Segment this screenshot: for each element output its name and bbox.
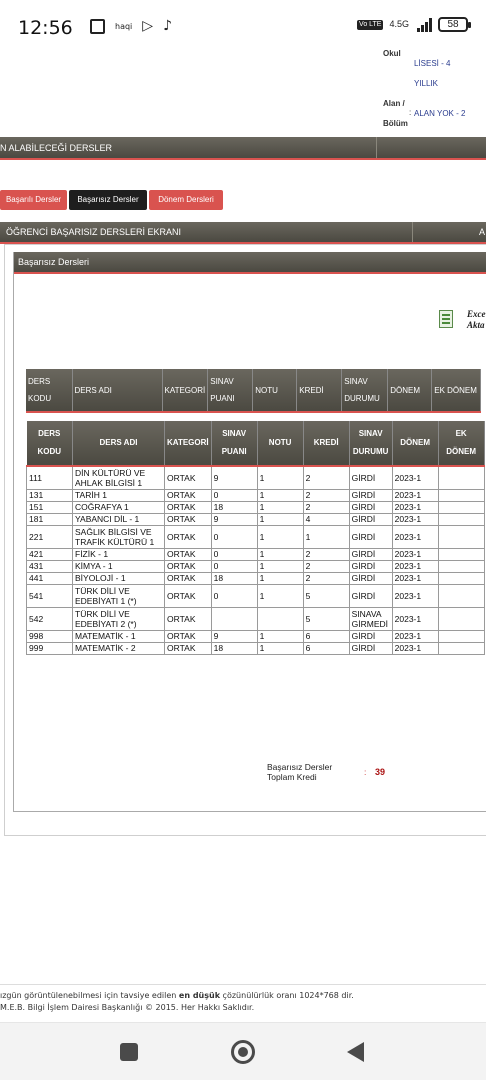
screen-title: ÖĞRENCİ BAŞARISIZ DERSLERİ EKRANI [6,227,182,237]
table-cell [438,548,484,560]
screen-title-right: A [479,227,486,237]
footer-copyright: M.E.B. Bilgi İşlem Dairesi Başkanlığı © 2015. Her Hakkı Saklıdır. [0,1003,255,1012]
table-cell: ORTAK [165,489,212,501]
table-cell: GİRDİ [349,525,392,548]
column-header-8[interactable]: EK DÖNEM [438,421,484,466]
okul-value-line1: LİSESİ - 4 [414,59,451,68]
table-row [27,501,485,513]
table-cell: GİRDİ [349,466,392,489]
table-cell [438,501,484,513]
tab-basarisiz-dersler[interactable]: Başarısız Dersler [69,190,147,210]
table-cell: ORTAK [165,630,212,642]
table-cell: GİRDİ [349,572,392,584]
table-cell: 1 [257,630,303,642]
header-col-0: DERS KODU [26,369,72,412]
total-colon: : [364,767,367,777]
failed-courses-table [26,421,485,655]
header-col-8: EK DÖNEM [432,369,481,412]
recents-icon[interactable] [120,1043,138,1061]
header-col-3: SINAV PUANI [208,369,253,412]
table-cell: GİRDİ [349,548,392,560]
table-cell: FİZİK - 1 [73,548,165,560]
status-notification-icons [90,18,172,34]
table-cell: 1 [257,466,303,489]
table-row [27,642,485,654]
okul-value-line2: YILLIK [414,79,439,88]
table-cell: SINAVA GİRMEDİ [349,607,392,630]
alan-value: ALAN YOK - 2 [414,109,466,118]
status-bar [0,0,486,46]
table-cell: 2023-1 [392,607,438,630]
table-cell: 2 [303,501,349,513]
table-cell: 4 [303,513,349,525]
table-cell: TÜRK DİLİ VE EDEBİYATI 1 (*) [73,584,165,607]
footer-resolution-note: ızgün görüntülenebilmesi için tavsiye edilen en düşük çözünülürlük oranı 1024*768 dir. [0,991,354,1000]
table-cell: GİRDİ [349,513,392,525]
header-col-4: NOTU [253,369,297,412]
table-cell: 221 [27,525,73,548]
screen-title-bar [0,222,486,244]
table-cell: SAĞLIK BİLGİSİ VE TRAFİK KÜLTÜRÜ 1 [73,525,165,548]
table-cell: YABANCI DİL - 1 [73,513,165,525]
table-cell: 0 [211,489,257,501]
table-cell [438,642,484,654]
table-cell: 441 [27,572,73,584]
header-col-1: DERS ADI [72,369,162,412]
alan-label-line1: Alan / [383,99,405,108]
column-header-3[interactable]: SINAV PUANI [211,421,257,466]
table-cell: 18 [211,572,257,584]
table-cell: TÜRK DİLİ VE EDEBİYATI 2 (*) [73,607,165,630]
table-cell: DİN KÜLTÜRÜ VE AHLAK BİLGİSİ 1 [73,466,165,489]
table-cell: 2023-1 [392,489,438,501]
table-cell: ORTAK [165,513,212,525]
table-cell: 5 [303,607,349,630]
table-cell: GİRDİ [349,642,392,654]
table-cell: 2 [303,572,349,584]
signal-icon [417,18,432,32]
column-header-6[interactable]: SINAV DURUMU [349,421,392,466]
back-icon[interactable] [347,1042,364,1062]
table-row [27,525,485,548]
status-time: 12:56 [18,17,73,39]
table-cell: 131 [27,489,73,501]
tab-donem-dersleri[interactable]: Dönem Dersleri [149,190,223,210]
table-cell: 1 [257,513,303,525]
table-cell [438,572,484,584]
table-row [27,572,485,584]
table-cell: 6 [303,642,349,654]
table-cell: 1 [257,584,303,607]
table-cell: 181 [27,513,73,525]
alan-colon: : [409,108,412,117]
table-cell: 1 [257,642,303,654]
network-type: 4.5G [389,19,409,29]
table-cell: 2 [303,560,349,572]
table-cell: 999 [27,642,73,654]
table-cell: 542 [27,607,73,630]
battery-icon: 58 [438,17,468,32]
excel-export-link[interactable]: Exce Akta [467,309,486,330]
header-col-7: DÖNEM [388,369,432,412]
table-cell: 2 [303,489,349,501]
table-cell: GİRDİ [349,584,392,607]
table-cell: 9 [211,513,257,525]
table-cell: 0 [211,584,257,607]
table-row [27,607,485,630]
table-row [27,489,485,501]
table-cell: 9 [211,630,257,642]
table-cell: 2023-1 [392,466,438,489]
table-cell: 1 [257,501,303,513]
table-cell: 111 [27,466,73,489]
table-cell: 1 [257,489,303,501]
header-col-5: KREDİ [297,369,342,412]
table-cell: 2023-1 [392,548,438,560]
table-cell: 2023-1 [392,501,438,513]
table-cell: 541 [27,584,73,607]
table-cell: 5 [303,584,349,607]
tab-basarili-dersler[interactable]: Başarılı Dersler [0,190,67,210]
table-cell: 1 [257,572,303,584]
table-cell: 1 [303,525,349,548]
table-cell [257,607,303,630]
table-cell: ORTAK [165,584,212,607]
table-row [27,630,485,642]
table-cell: 151 [27,501,73,513]
table-cell: ORTAK [165,642,212,654]
haqi-app-icon: haqi [115,21,133,31]
column-header-4[interactable]: NOTU [257,421,303,466]
header-col-6: SINAV DURUMU [342,369,388,412]
header-col-2: KATEGORİ [162,369,208,412]
header-table [26,369,481,413]
table-cell: 2 [303,548,349,560]
table-cell: 2023-1 [392,560,438,572]
table-cell: 421 [27,548,73,560]
table-cell: ORTAK [165,607,212,630]
panel-title: Başarısız Dersleri [18,257,90,267]
column-header-7[interactable]: DÖNEM [392,421,438,466]
table-cell: 9 [211,466,257,489]
table-cell: 0 [211,525,257,548]
table-cell: 2023-1 [392,642,438,654]
table-row [27,548,485,560]
table-cell: GİRDİ [349,560,392,572]
volte-icon: Vo LTE [359,20,382,28]
table-cell: MATEMATİK - 2 [73,642,165,654]
table-cell: BİYOLOJİ - 1 [73,572,165,584]
okul-label: Okul [383,49,401,58]
table-cell: GİRDİ [349,489,392,501]
column-header-5[interactable]: KREDİ [303,421,349,466]
table-cell: 1 [257,560,303,572]
section-bar [0,137,486,160]
table-cell: ORTAK [165,572,212,584]
alan-label-line2: Bölüm [383,119,408,128]
table-cell [438,630,484,642]
table-cell: COĞRAFYA 1 [73,501,165,513]
table-cell: ORTAK [165,525,212,548]
table-row [27,560,485,572]
table-cell: GİRDİ [349,501,392,513]
n-app-icon [90,19,105,34]
tiktok-icon: ♪ [163,18,172,34]
table-cell: KİMYA - 1 [73,560,165,572]
excel-icon[interactable] [439,310,453,328]
table-cell: 2023-1 [392,525,438,548]
table-cell: 1 [257,548,303,560]
table-cell: 2023-1 [392,630,438,642]
table-cell: 18 [211,642,257,654]
table-cell [438,489,484,501]
table-cell: GİRDİ [349,630,392,642]
panel-header [14,252,486,274]
table-cell: ORTAK [165,548,212,560]
total-credit-value: 39 [375,767,386,777]
table-cell [438,513,484,525]
table-cell: TARİH 1 [73,489,165,501]
table-cell: 1 [257,525,303,548]
table-row [27,584,485,607]
column-header-0[interactable]: DERS KODU [27,421,73,466]
table-cell [438,560,484,572]
table-row [27,513,485,525]
table-cell: 0 [211,560,257,572]
table-cell: ORTAK [165,501,212,513]
play-icon: ▷ [142,18,154,34]
table-cell: ORTAK [165,560,212,572]
table-cell: 2023-1 [392,513,438,525]
status-system-icons [357,17,468,32]
table-cell: 431 [27,560,73,572]
table-cell: 2023-1 [392,584,438,607]
android-nav-bar [0,1022,486,1080]
home-icon[interactable] [231,1040,255,1064]
table-cell: 6 [303,630,349,642]
table-cell [438,525,484,548]
total-credit-label: Başarısız Dersler Toplam Kredi [267,762,333,782]
table-cell: 998 [27,630,73,642]
column-header-1[interactable]: DERS ADI [73,421,165,466]
table-cell [211,607,257,630]
table-cell: 2 [303,466,349,489]
table-cell: MATEMATİK - 1 [73,630,165,642]
table-row [27,466,485,489]
table-cell [438,584,484,607]
table-cell [438,607,484,630]
column-header-2[interactable]: KATEGORİ [165,421,212,466]
table-cell: 18 [211,501,257,513]
table-cell [438,466,484,489]
table-cell: 0 [211,548,257,560]
section-bar-title: N ALABİLECEĞİ DERSLER [0,143,113,153]
table-cell: 2023-1 [392,572,438,584]
table-cell: ORTAK [165,466,212,489]
